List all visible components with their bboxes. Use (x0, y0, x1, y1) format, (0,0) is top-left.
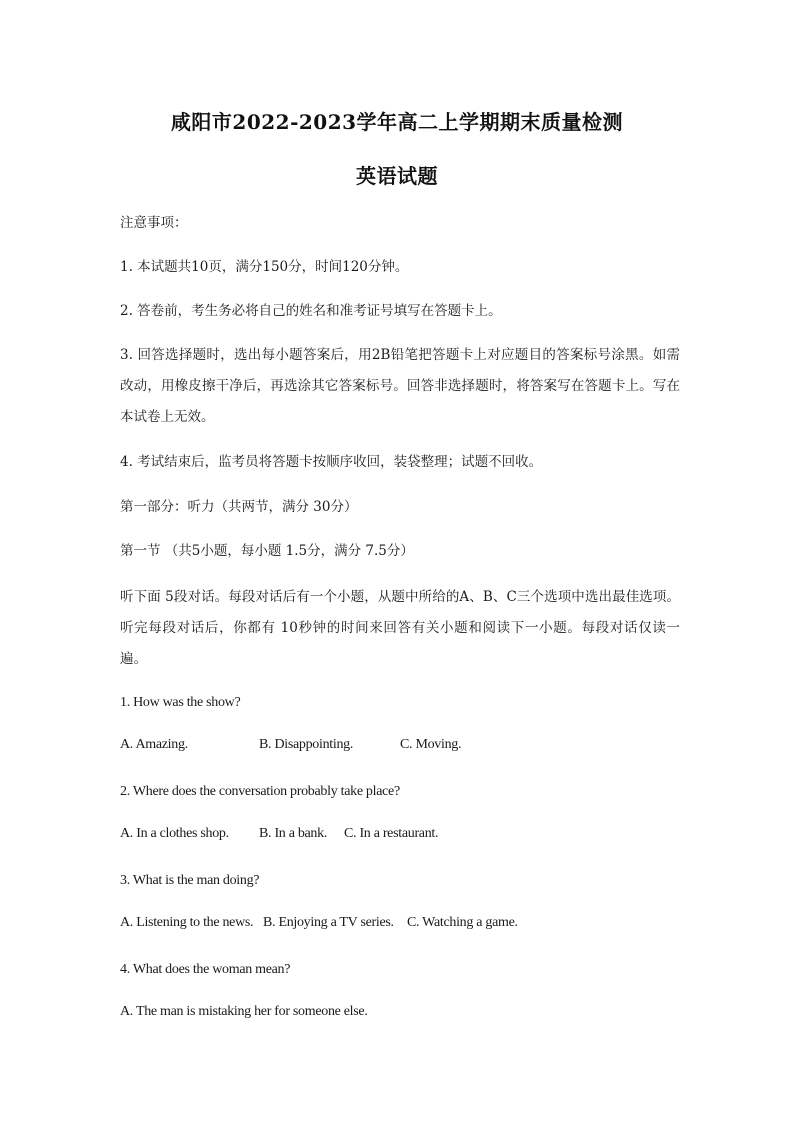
question-3-stem: 3. What is the man doing? (120, 873, 260, 888)
question-4-stem: 4. What does the woman mean? (120, 962, 291, 977)
question-4-option-a: A. The man is mistaking her for someone else. (120, 1004, 368, 1019)
listening-instructions: 听下面 5段对话。每段对话后有一个小题，从题中所给的A、B、C三个选项中选出最佳选项。听完每段对话后，你都有 10秒钟的时间来回答有关小题和阅读下一小题。每段对话仅读一遍。 (120, 589, 680, 667)
notes-heading: 注意事项： (120, 215, 188, 231)
note-item-1: 1. 本试题共10页，满分150分，时间120分钟。 (120, 259, 409, 275)
part1-heading: 第一部分：听力（共两节，满分 30分） (120, 499, 358, 515)
question-2-option-c: C. In a restaurant. (344, 826, 439, 841)
question-1-option-a: A. Amazing. (120, 737, 188, 752)
question-3-option-b: B. Enjoying a TV series. (263, 915, 394, 930)
page-title: 咸阳市2022-2023学年高二上学期期末质量检测 (170, 110, 624, 134)
question-3-option-a: A. Listening to the news. (120, 915, 254, 930)
note-item-2: 2. 答卷前，考生务必将自己的姓名和准考证号填写在答题卡上。 (120, 303, 502, 319)
note-item-3: 3. 回答选择题时，选出每小题答案后，用2B铅笔把答题卡上对应题目的答案标号涂黑。如需改动，用橡皮擦干净后，再选涂其它答案标号。回答非选择题时，将答案写在答题卡上。写在本试卷上无效。 (120, 347, 680, 425)
question-3-option-c: C. Watching a game. (407, 915, 518, 930)
page-subtitle: 英语试题 (356, 164, 438, 188)
note-item-4: 4. 考试结束后，监考员将答题卡按顺序收回，装袋整理；试题不回收。 (120, 454, 543, 470)
question-1-option-c: C. Moving. (400, 737, 462, 752)
question-1-option-b: B. Disappointing. (259, 737, 354, 752)
question-2-option-a: A. In a clothes shop. (120, 826, 229, 841)
question-2-stem: 2. Where does the conversation probably take place? (120, 784, 400, 799)
question-2-option-b: B. In a bank. (259, 826, 328, 841)
section1-heading: 第一节 （共5小题，每小题 1.5分，满分 7.5分） (120, 543, 414, 559)
question-1-stem: 1. How was the show? (120, 695, 241, 710)
